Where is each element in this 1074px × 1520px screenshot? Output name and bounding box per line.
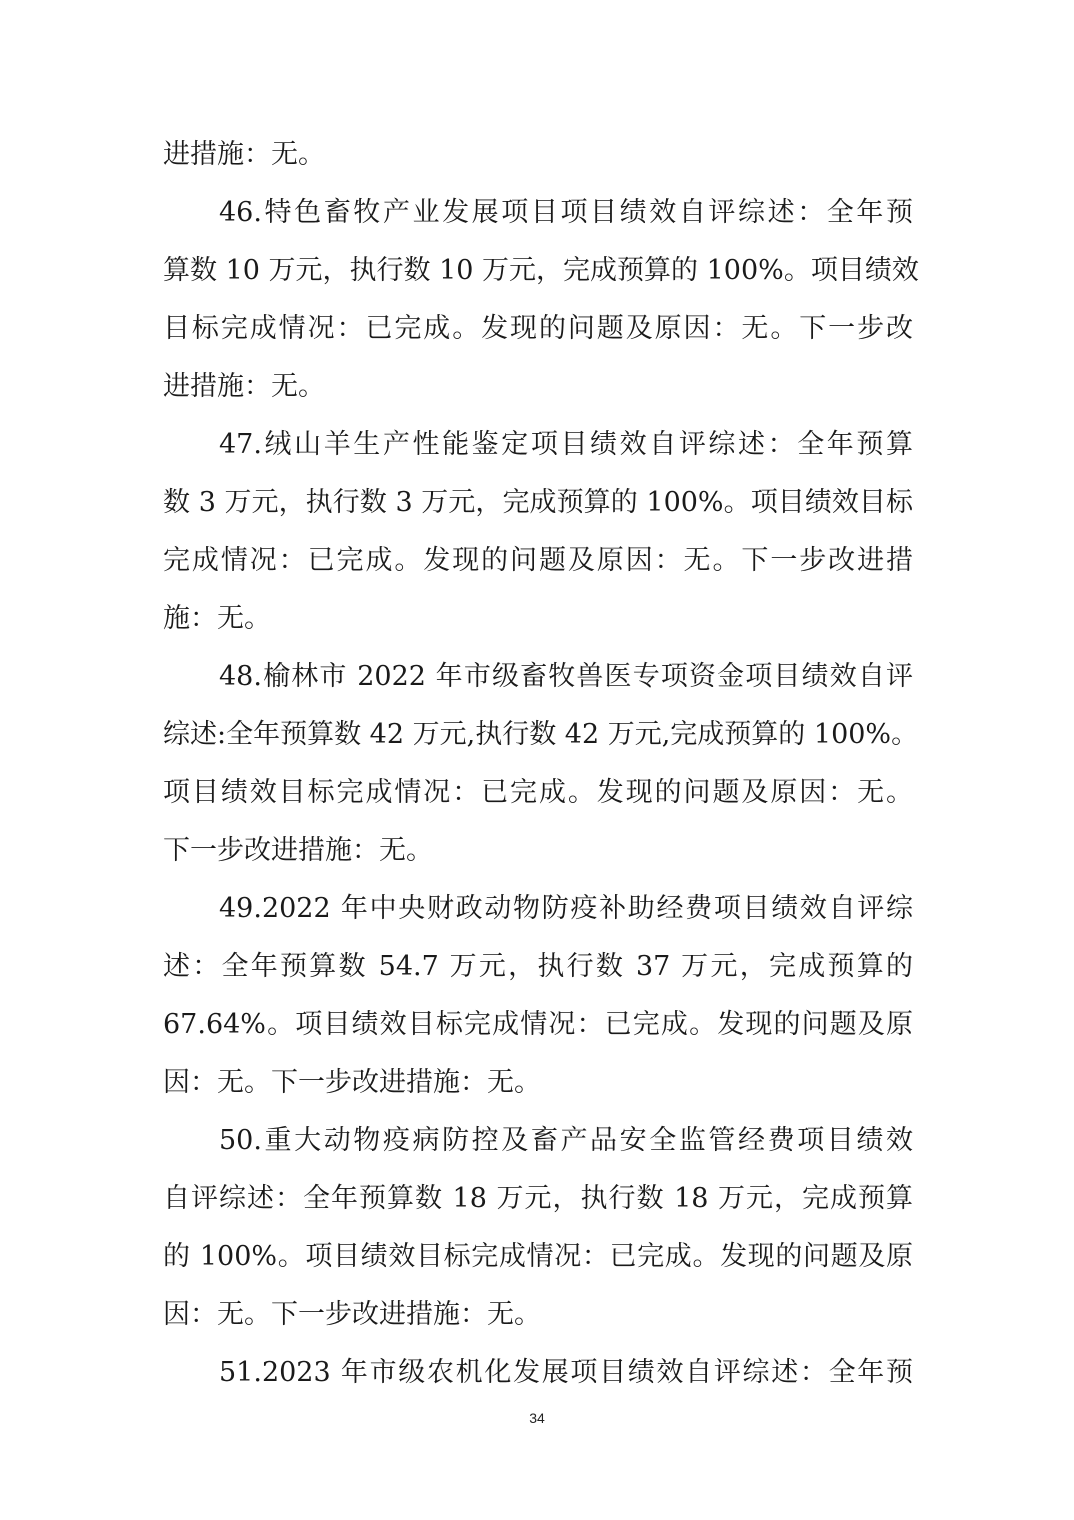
text-line: 46.特色畜牧产业发展项目项目绩效自评综述：全年预	[219, 197, 913, 228]
text-line: 完成情况：已完成。发现的问题及原因：无。下一步改进措	[163, 545, 913, 576]
text-line: 因：无。下一步改进措施：无。	[163, 1067, 541, 1098]
text-line: 目标完成情况：已完成。发现的问题及原因：无。下一步改	[163, 313, 913, 344]
text-line: 因：无。下一步改进措施：无。	[163, 1299, 541, 1330]
text-line: 施：无。	[163, 603, 271, 634]
text-line: 自评综述：全年预算数 18 万元，执行数 18 万元，完成预算	[163, 1183, 913, 1214]
text-line: 数 3 万元，执行数 3 万元，完成预算的 100%。项目绩效目标	[163, 487, 913, 518]
text-line: 48.榆林市 2022 年市级畜牧兽医专项资金项目绩效自评	[219, 661, 913, 692]
text-line: 67.64%。项目绩效目标完成情况：已完成。发现的问题及原	[163, 1009, 913, 1040]
page-number: 34	[529, 1410, 545, 1426]
text-line: 47.绒山羊生产性能鉴定项目绩效自评综述：全年预算	[219, 429, 913, 460]
text-line: 进措施：无。	[163, 371, 325, 402]
text-line: 下一步改进措施：无。	[163, 835, 433, 866]
text-line: 的 100%。项目绩效目标完成情况：已完成。发现的问题及原	[163, 1241, 913, 1272]
body-text	[163, 126, 919, 1402]
text-line: 51.2023 年市级农机化发展项目绩效自评综述：全年预	[219, 1357, 913, 1388]
text-line: 49.2022 年中央财政动物防疫补助经费项目绩效自评综	[219, 893, 913, 924]
text-line: 述：全年预算数 54.7 万元，执行数 37 万元，完成预算的	[163, 951, 913, 982]
text-line: 算数 10 万元，执行数 10 万元，完成预算的 100%。项目绩效	[163, 255, 919, 286]
text-line: 综述:全年预算数 42 万元,执行数 42 万元,完成预算的 100%。	[163, 719, 919, 750]
text-line: 50.重大动物疫病防控及畜产品安全监管经费项目绩效	[219, 1125, 913, 1156]
text-line: 进措施：无。	[163, 139, 325, 170]
text-line: 项目绩效目标完成情况：已完成。发现的问题及原因：无。	[163, 777, 913, 808]
